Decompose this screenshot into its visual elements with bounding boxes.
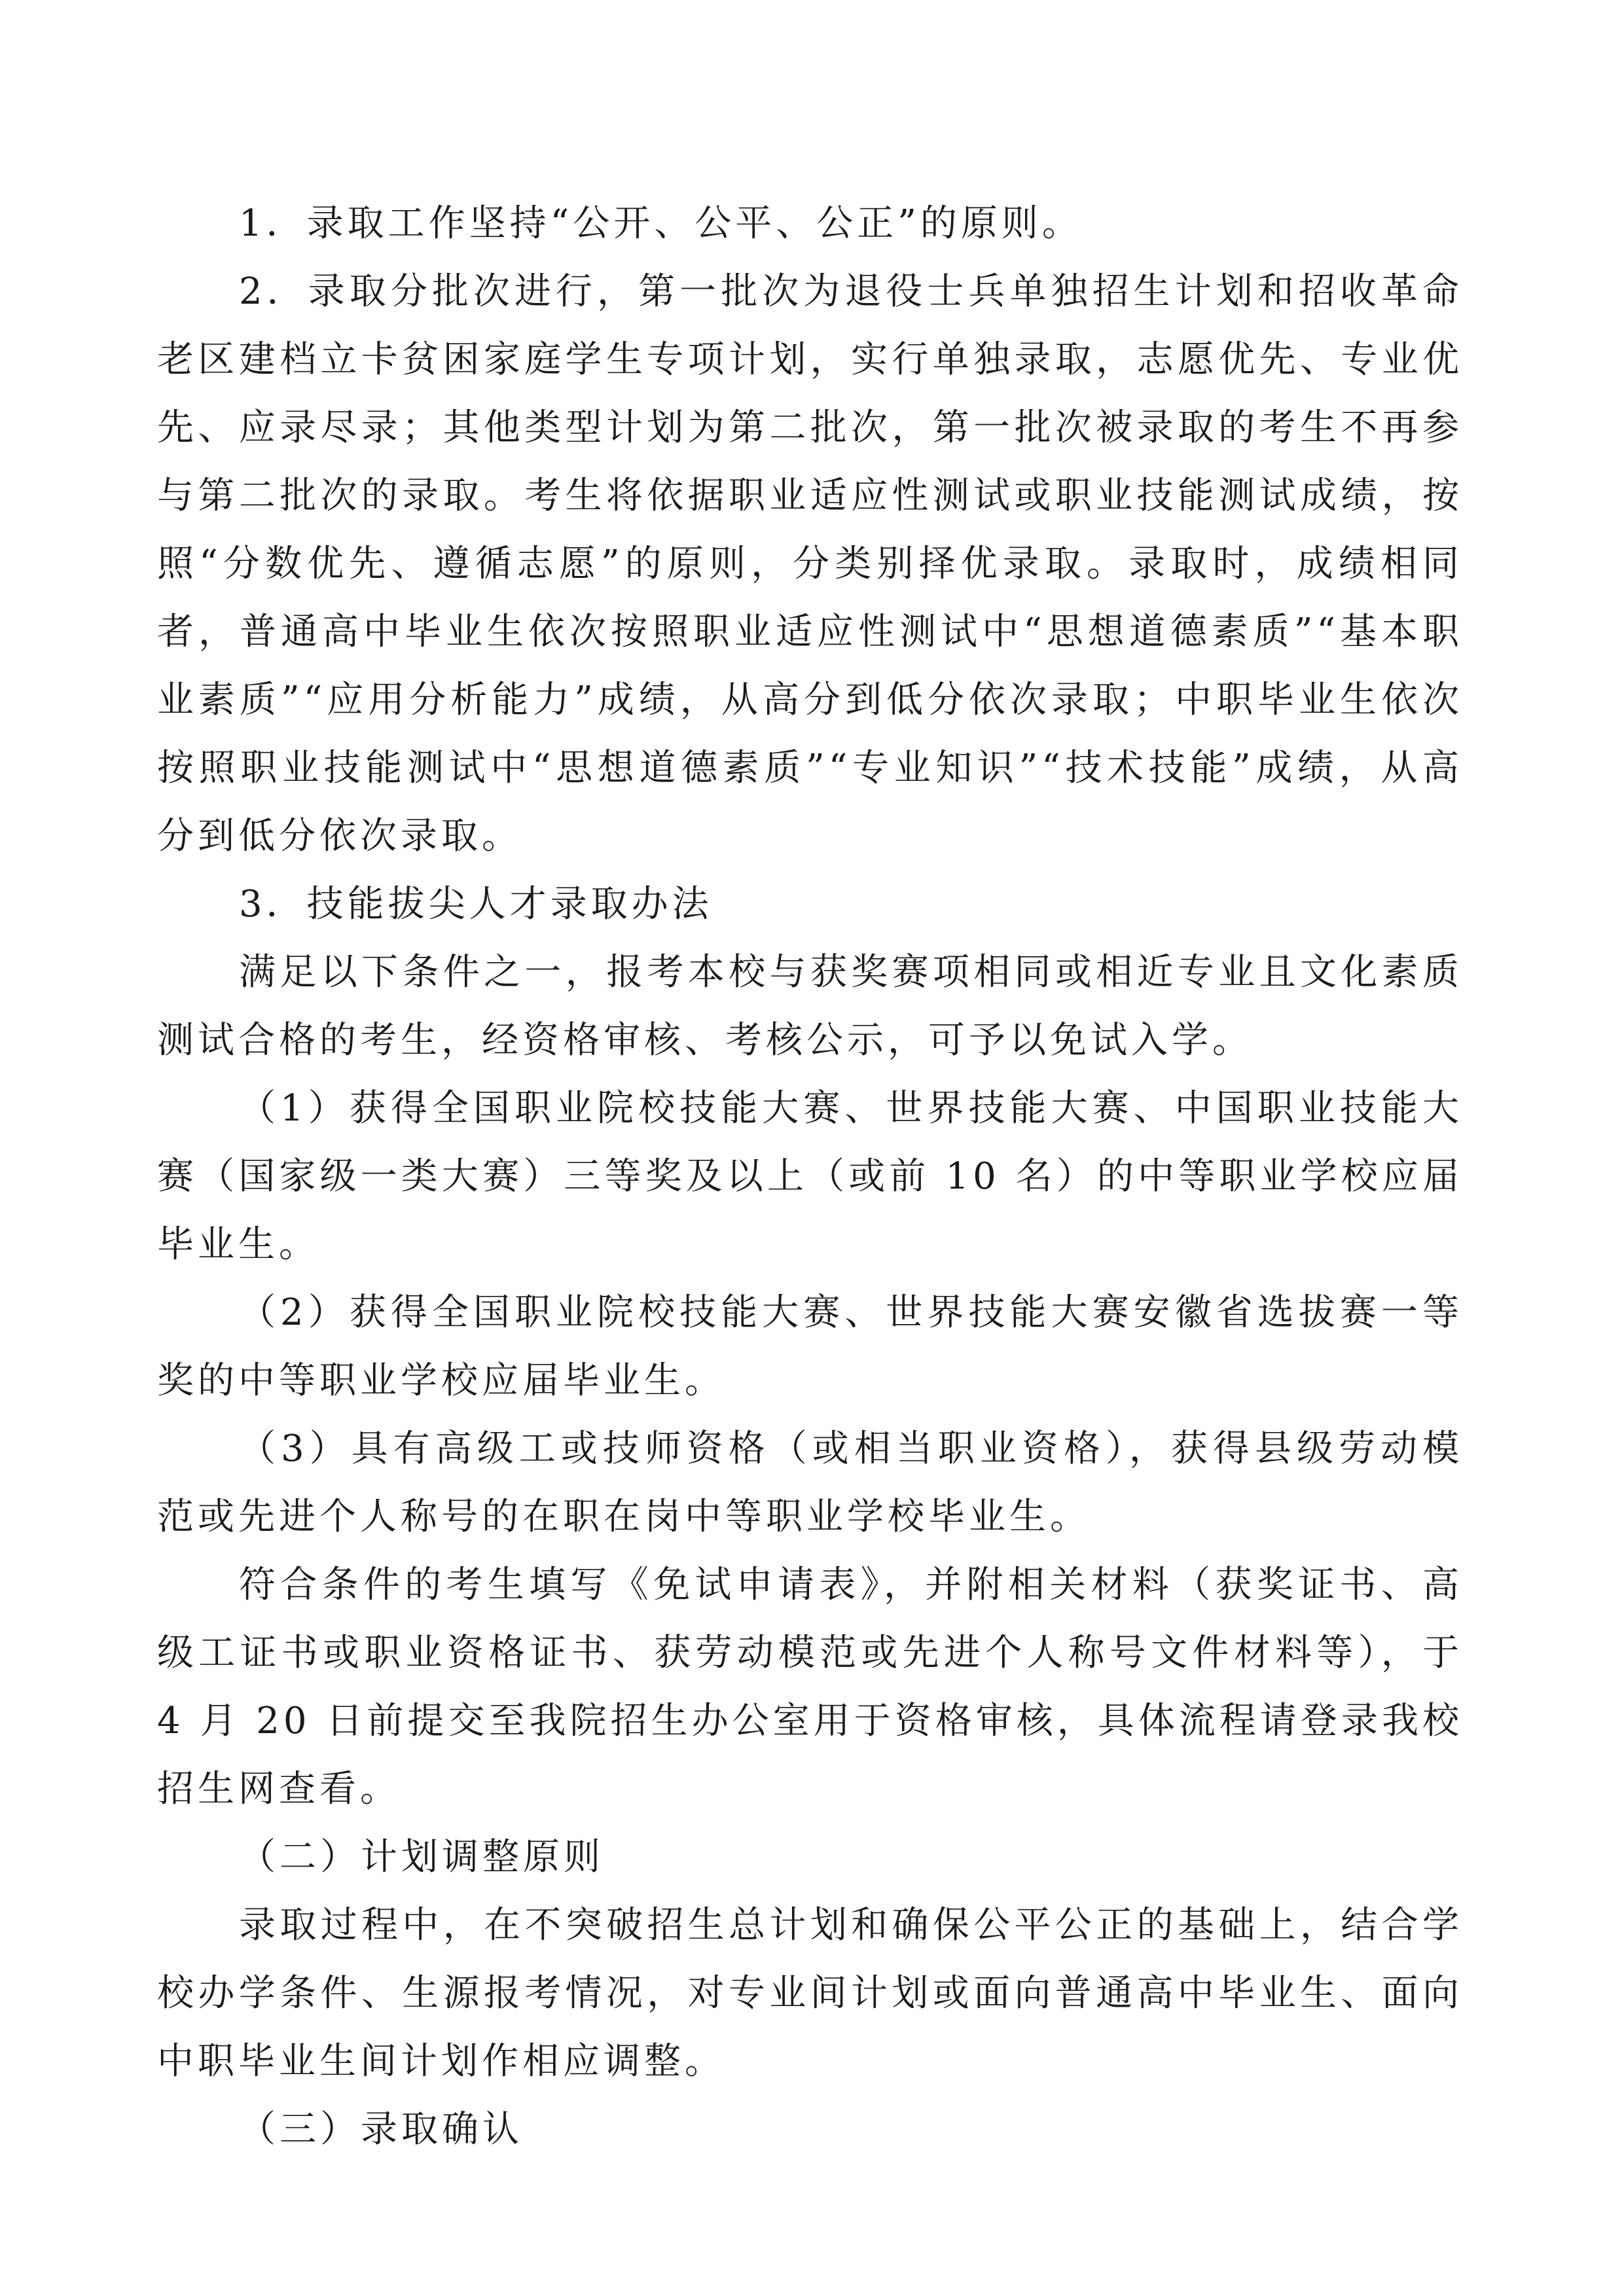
paragraph-application-materials: 符合条件的考生填写《免试申请表》，并附相关材料（获奖证书、高级工证书或职业资格证书、获劳动模范或先进个人称号文件材料等），于 4 月 20 日前提交至我院招生办公室用于资格审核，具体流程请登录我校招生网查看。 (157, 1564, 1463, 1810)
list-item-condition-2: （2）获得全国职业院校技能大赛、世界技能大赛安徽省选拔赛一等奖的中等职业学校应届毕业生。 (157, 1291, 1463, 1402)
list-item-condition-3: （3）具有高级工或技师资格（或相当职业资格），获得县级劳动模范或先进个人称号的在职在岗中等职业学校毕业生。 (157, 1427, 1463, 1538)
paragraph-batch-admission: 2．录取分批次进行，第一批次为退役士兵单独招生计划和招收革命老区建档立卡贫困家庭学生专项计划，实行单独录取，志愿优先、专业优先、应录尽录；其他类型计划为第二批次，第一批次被录取的考生不再参与第二批次的录取。考生将依据职业适应性测试或职业技能测试成绩，按照“分数优先、遵循志愿”的原则，分类别择优录取。录取时，成绩相同者，普通高中毕业生依次按照职业适应性测试中“思想道德素质”“基本职业素质”“应用分析能力”成绩，从高分到低分依次录取；中职毕业生依次按照职业技能测试中“思想道德素质”“专业知识”“技术技能”成绩，从高分到低分依次录取。 (157, 270, 1463, 857)
paragraph-plan-adjustment: 录取过程中，在不突破招生总计划和确保公平公正的基础上，结合学校办学条件、生源报考情况，对专业间计划或面向普通高中毕业生、面向中职毕业生间计划作相应调整。 (157, 1904, 1463, 2083)
paragraph-skill-talent-title: 3．技能拔尖人才录取办法 (239, 883, 713, 925)
section-heading-plan-adjustment: （二）计划调整原则 (239, 1836, 604, 1878)
paragraph-exemption-conditions: 满足以下条件之一，报考本校与获奖赛项相同或相近专业且文化素质测试合格的考生，经资格审核、考核公示，可予以免试入学。 (157, 951, 1463, 1062)
paragraph-admission-principle: 1．录取工作坚持“公开、公平、公正”的原则。 (239, 202, 1083, 245)
section-heading-admission-confirmation: （三）录取确认 (239, 2108, 523, 2151)
list-item-condition-1: （1）获得全国职业院校技能大赛、世界技能大赛、中国职业技能大赛（国家级一类大赛）三等奖及以上（或前 10 名）的中等职业学校应届毕业生。 (157, 1087, 1463, 1266)
document-body (157, 190, 1463, 2164)
